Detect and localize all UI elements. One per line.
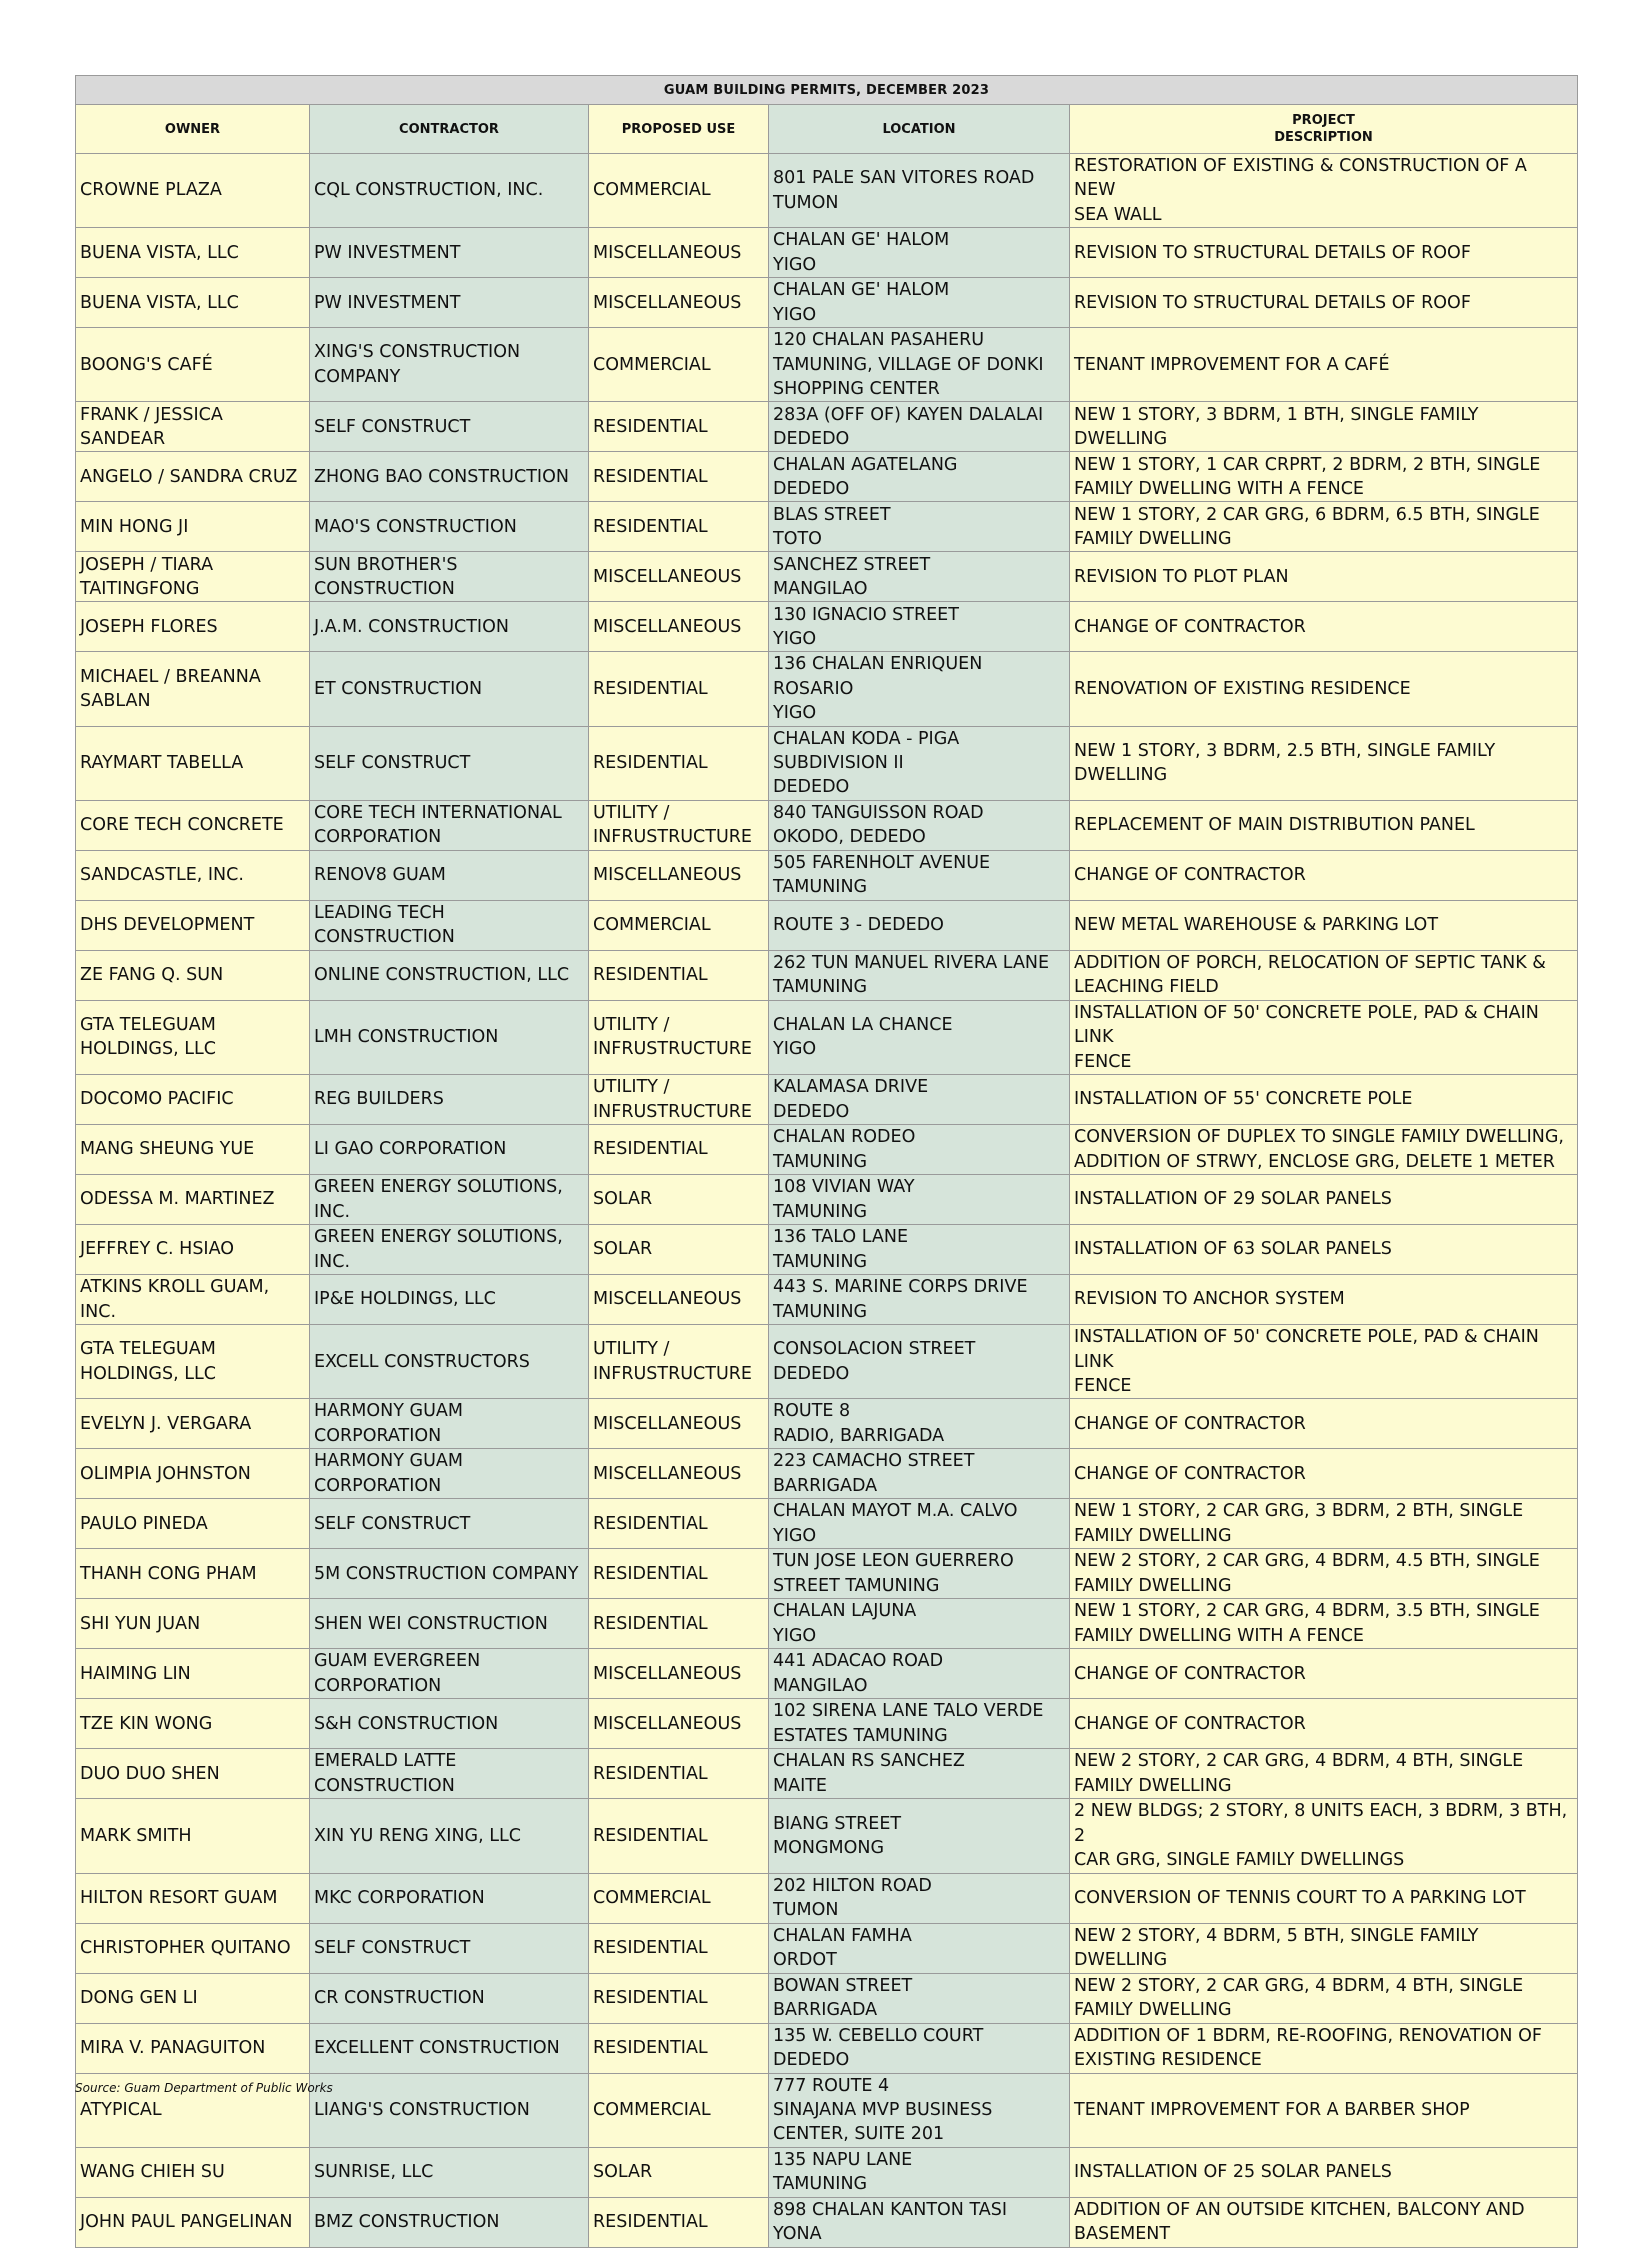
location-cell: SANCHEZ STREET MANGILAO <box>769 552 1070 602</box>
proposed-use-cell: MISCELLANEOUS <box>589 1399 769 1449</box>
description-cell: NEW 1 STORY, 2 CAR GRG, 4 BDRM, 3.5 BTH, SINGLE FAMILY DWELLING WITH A FENCE <box>1070 1599 1578 1649</box>
table-row <box>76 1325 1578 1399</box>
contractor-cell: EXCELLENT CONSTRUCTION <box>310 2023 589 2073</box>
header-location: LOCATION <box>769 105 1070 154</box>
contractor-cell: CORE TECH INTERNATIONAL CORPORATION <box>310 800 589 850</box>
proposed-use-cell: COMMERCIAL <box>589 1873 769 1923</box>
table-row <box>76 1125 1578 1175</box>
owner-cell: ZE FANG Q. SUN <box>76 950 310 1000</box>
owner-cell: DHS DEVELOPMENT <box>76 900 310 950</box>
description-cell: TENANT IMPROVEMENT FOR A CAFÉ <box>1070 328 1578 402</box>
contractor-cell: LMH CONSTRUCTION <box>310 1000 589 1074</box>
contractor-cell: MAO'S CONSTRUCTION <box>310 502 589 552</box>
location-cell: CHALAN FAMHA ORDOT <box>769 1923 1070 1973</box>
owner-cell: CHRISTOPHER QUITANO <box>76 1923 310 1973</box>
proposed-use-cell: RESIDENTIAL <box>589 1549 769 1599</box>
proposed-use-cell: UTILITY / INFRUSTRUCTURE <box>589 800 769 850</box>
description-cell: REVISION TO ANCHOR SYSTEM <box>1070 1275 1578 1325</box>
table-row <box>76 1749 1578 1799</box>
location-cell: KALAMASA DRIVE DEDEDO <box>769 1075 1070 1125</box>
location-cell: CHALAN RS SANCHEZ MAITE <box>769 1749 1070 1799</box>
table-row <box>76 228 1578 278</box>
owner-cell: MIN HONG JI <box>76 502 310 552</box>
location-cell: BLAS STREET TOTO <box>769 502 1070 552</box>
contractor-cell: CR CONSTRUCTION <box>310 1973 589 2023</box>
proposed-use-cell: RESIDENTIAL <box>589 1799 769 1873</box>
table-title: GUAM BUILDING PERMITS, DECEMBER 2023 <box>76 76 1578 105</box>
contractor-cell: SHEN WEI CONSTRUCTION <box>310 1599 589 1649</box>
proposed-use-cell: SOLAR <box>589 1225 769 1275</box>
contractor-cell: RENOV8 GUAM <box>310 850 589 900</box>
owner-cell: PAULO PINEDA <box>76 1499 310 1549</box>
contractor-cell: EMERALD LATTE CONSTRUCTION <box>310 1749 589 1799</box>
contractor-cell: LIANG'S CONSTRUCTION <box>310 2073 589 2147</box>
owner-cell: JOHN PAUL PANGELINAN <box>76 2197 310 2247</box>
proposed-use-cell: MISCELLANEOUS <box>589 602 769 652</box>
contractor-cell: ONLINE CONSTRUCTION, LLC <box>310 950 589 1000</box>
proposed-use-cell: MISCELLANEOUS <box>589 228 769 278</box>
table-row <box>76 1175 1578 1225</box>
location-cell: CHALAN KODA - PIGA SUBDIVISION II DEDEDO <box>769 726 1070 800</box>
proposed-use-cell: RESIDENTIAL <box>589 1749 769 1799</box>
table-row <box>76 2197 1578 2247</box>
location-cell: ROUTE 3 - DEDEDO <box>769 900 1070 950</box>
owner-cell: JEFFREY C. HSIAO <box>76 1225 310 1275</box>
description-cell: 2 NEW BLDGS; 2 STORY, 8 UNITS EACH, 3 BDRM, 3 BTH, 2 CAR GRG, SINGLE FAMILY DWELLINGS <box>1070 1799 1578 1873</box>
table-row <box>76 1275 1578 1325</box>
contractor-cell: SELF CONSTRUCT <box>310 1499 589 1549</box>
table-row <box>76 1225 1578 1275</box>
proposed-use-cell: COMMERCIAL <box>589 900 769 950</box>
location-cell: 223 CAMACHO STREET BARRIGADA <box>769 1449 1070 1499</box>
table-row <box>76 2023 1578 2073</box>
header-project-description: PROJECT DESCRIPTION <box>1070 105 1578 154</box>
proposed-use-cell: RESIDENTIAL <box>589 2023 769 2073</box>
location-cell: 102 SIRENA LANE TALO VERDE ESTATES TAMUNING <box>769 1699 1070 1749</box>
location-cell: BOWAN STREET BARRIGADA <box>769 1973 1070 2023</box>
owner-cell: HAIMING LIN <box>76 1649 310 1699</box>
proposed-use-cell: RESIDENTIAL <box>589 1599 769 1649</box>
description-cell: CHANGE OF CONTRACTOR <box>1070 1699 1578 1749</box>
description-cell: INSTALLATION OF 50' CONCRETE POLE, PAD & CHAIN LINK FENCE <box>1070 1000 1578 1074</box>
owner-cell: MIRA V. PANAGUITON <box>76 2023 310 2073</box>
owner-cell: HILTON RESORT GUAM <box>76 1873 310 1923</box>
description-cell: CHANGE OF CONTRACTOR <box>1070 1449 1578 1499</box>
contractor-cell: REG BUILDERS <box>310 1075 589 1125</box>
proposed-use-cell: RESIDENTIAL <box>589 2197 769 2247</box>
proposed-use-cell: RESIDENTIAL <box>589 950 769 1000</box>
description-cell: NEW 2 STORY, 2 CAR GRG, 4 BDRM, 4 BTH, SINGLE FAMILY DWELLING <box>1070 1749 1578 1799</box>
table-row <box>76 1399 1578 1449</box>
permits-sheet <box>75 75 1577 2248</box>
proposed-use-cell: UTILITY / INFRUSTRUCTURE <box>589 1075 769 1125</box>
location-cell: 898 CHALAN KANTON TASI YONA <box>769 2197 1070 2247</box>
owner-cell: ODESSA M. MARTINEZ <box>76 1175 310 1225</box>
contractor-cell: XING'S CONSTRUCTION COMPANY <box>310 328 589 402</box>
description-cell: NEW 2 STORY, 4 BDRM, 5 BTH, SINGLE FAMILY DWELLING <box>1070 1923 1578 1973</box>
description-cell: NEW 2 STORY, 2 CAR GRG, 4 BDRM, 4 BTH, SINGLE FAMILY DWELLING <box>1070 1973 1578 2023</box>
owner-cell: MICHAEL / BREANNA SABLAN <box>76 652 310 726</box>
owner-cell: DONG GEN LI <box>76 1973 310 2023</box>
table-row <box>76 950 1578 1000</box>
owner-cell: CROWNE PLAZA <box>76 154 310 228</box>
table-row <box>76 1075 1578 1125</box>
location-cell: CHALAN LA CHANCE YIGO <box>769 1000 1070 1074</box>
location-cell: 262 TUN MANUEL RIVERA LANE TAMUNING <box>769 950 1070 1000</box>
location-cell: 135 NAPU LANE TAMUNING <box>769 2147 1070 2197</box>
table-row <box>76 652 1578 726</box>
location-cell: CHALAN MAYOT M.A. CALVO YIGO <box>769 1499 1070 1549</box>
proposed-use-cell: RESIDENTIAL <box>589 452 769 502</box>
table-row <box>76 1699 1578 1749</box>
contractor-cell: IP&E HOLDINGS, LLC <box>310 1275 589 1325</box>
owner-cell: GTA TELEGUAM HOLDINGS, LLC <box>76 1000 310 1074</box>
location-cell: CHALAN AGATELANG DEDEDO <box>769 452 1070 502</box>
location-cell: 108 VIVIAN WAY TAMUNING <box>769 1175 1070 1225</box>
location-cell: CHALAN GE' HALOM YIGO <box>769 278 1070 328</box>
proposed-use-cell: MISCELLANEOUS <box>589 1275 769 1325</box>
owner-cell: ATKINS KROLL GUAM, INC. <box>76 1275 310 1325</box>
owner-cell: SHI YUN JUAN <box>76 1599 310 1649</box>
description-cell: CHANGE OF CONTRACTOR <box>1070 1399 1578 1449</box>
location-cell: 443 S. MARINE CORPS DRIVE TAMUNING <box>769 1275 1070 1325</box>
permits-table <box>75 75 1578 2248</box>
proposed-use-cell: MISCELLANEOUS <box>589 1449 769 1499</box>
header-owner: OWNER <box>76 105 310 154</box>
description-cell: NEW METAL WAREHOUSE & PARKING LOT <box>1070 900 1578 950</box>
table-row <box>76 1973 1578 2023</box>
table-row <box>76 2147 1578 2197</box>
table-row <box>76 900 1578 950</box>
description-cell: CONVERSION OF TENNIS COURT TO A PARKING LOT <box>1070 1873 1578 1923</box>
owner-cell: RAYMART TABELLA <box>76 726 310 800</box>
location-cell: 777 ROUTE 4 SINAJANA MVP BUSINESS CENTER, SUITE 201 <box>769 2073 1070 2147</box>
contractor-cell: SUN BROTHER'S CONSTRUCTION <box>310 552 589 602</box>
location-cell: BIANG STREET MONGMONG <box>769 1799 1070 1873</box>
table-row <box>76 402 1578 452</box>
contractor-cell: LEADING TECH CONSTRUCTION <box>310 900 589 950</box>
owner-cell: BUENA VISTA, LLC <box>76 278 310 328</box>
location-cell: 840 TANGUISSON ROAD OKODO, DEDEDO <box>769 800 1070 850</box>
description-cell: CHANGE OF CONTRACTOR <box>1070 602 1578 652</box>
contractor-cell: J.A.M. CONSTRUCTION <box>310 602 589 652</box>
location-cell: CHALAN GE' HALOM YIGO <box>769 228 1070 278</box>
owner-cell: JOSEPH FLORES <box>76 602 310 652</box>
proposed-use-cell: RESIDENTIAL <box>589 1499 769 1549</box>
description-cell: NEW 1 STORY, 2 CAR GRG, 3 BDRM, 2 BTH, SINGLE FAMILY DWELLING <box>1070 1499 1578 1549</box>
location-cell: CONSOLACION STREET DEDEDO <box>769 1325 1070 1399</box>
contractor-cell: LI GAO CORPORATION <box>310 1125 589 1175</box>
proposed-use-cell: MISCELLANEOUS <box>589 1649 769 1699</box>
owner-cell: MANG SHEUNG YUE <box>76 1125 310 1175</box>
proposed-use-cell: RESIDENTIAL <box>589 726 769 800</box>
header-proposed-use: PROPOSED USE <box>589 105 769 154</box>
description-cell: REVISION TO STRUCTURAL DETAILS OF ROOF <box>1070 278 1578 328</box>
contractor-cell: PW INVESTMENT <box>310 228 589 278</box>
contractor-cell: GUAM EVERGREEN CORPORATION <box>310 1649 589 1699</box>
contractor-cell: PW INVESTMENT <box>310 278 589 328</box>
owner-cell: SANDCASTLE, INC. <box>76 850 310 900</box>
proposed-use-cell: COMMERCIAL <box>589 328 769 402</box>
proposed-use-cell: RESIDENTIAL <box>589 502 769 552</box>
proposed-use-cell: RESIDENTIAL <box>589 1973 769 2023</box>
location-cell: CHALAN RODEO TAMUNING <box>769 1125 1070 1175</box>
contractor-cell: SELF CONSTRUCT <box>310 1923 589 1973</box>
table-row <box>76 1549 1578 1599</box>
location-cell: CHALAN LAJUNA YIGO <box>769 1599 1070 1649</box>
contractor-cell: ZHONG BAO CONSTRUCTION <box>310 452 589 502</box>
contractor-cell: GREEN ENERGY SOLUTIONS, INC. <box>310 1175 589 1225</box>
description-cell: CONVERSION OF DUPLEX TO SINGLE FAMILY DWELLING, ADDITION OF STRWY, ENCLOSE GRG, DELETE 1 METER <box>1070 1125 1578 1175</box>
contractor-cell: XIN YU RENG XING, LLC <box>310 1799 589 1873</box>
contractor-cell: GREEN ENERGY SOLUTIONS, INC. <box>310 1225 589 1275</box>
contractor-cell: CQL CONSTRUCTION, INC. <box>310 154 589 228</box>
contractor-cell: ET CONSTRUCTION <box>310 652 589 726</box>
description-cell: ADDITION OF 1 BDRM, RE-ROOFING, RENOVATION OF EXISTING RESIDENCE <box>1070 2023 1578 2073</box>
header-contractor: CONTRACTOR <box>310 105 589 154</box>
source-note: Source: Guam Department of Public Works <box>75 2081 333 2095</box>
owner-cell: ATYPICAL <box>76 2073 310 2147</box>
description-cell: CHANGE OF CONTRACTOR <box>1070 850 1578 900</box>
description-cell: INSTALLATION OF 50' CONCRETE POLE, PAD & CHAIN LINK FENCE <box>1070 1325 1578 1399</box>
description-cell: NEW 1 STORY, 3 BDRM, 2.5 BTH, SINGLE FAMILY DWELLING <box>1070 726 1578 800</box>
proposed-use-cell: MISCELLANEOUS <box>589 552 769 602</box>
table-row <box>76 726 1578 800</box>
location-cell: 505 FARENHOLT AVENUE TAMUNING <box>769 850 1070 900</box>
description-cell: INSTALLATION OF 55' CONCRETE POLE <box>1070 1075 1578 1125</box>
proposed-use-cell: RESIDENTIAL <box>589 652 769 726</box>
table-row <box>76 154 1578 228</box>
location-cell: 801 PALE SAN VITORES ROAD TUMON <box>769 154 1070 228</box>
description-cell: TENANT IMPROVEMENT FOR A BARBER SHOP <box>1070 2073 1578 2147</box>
description-cell: NEW 1 STORY, 2 CAR GRG, 6 BDRM, 6.5 BTH, SINGLE FAMILY DWELLING <box>1070 502 1578 552</box>
table-row <box>76 1649 1578 1699</box>
header-row <box>76 105 1578 154</box>
proposed-use-cell: UTILITY / INFRUSTRUCTURE <box>589 1000 769 1074</box>
owner-cell: JOSEPH / TIARA TAITINGFONG <box>76 552 310 602</box>
location-cell: 130 IGNACIO STREET YIGO <box>769 602 1070 652</box>
table-row <box>76 1449 1578 1499</box>
location-cell: 136 CHALAN ENRIQUEN ROSARIO YIGO <box>769 652 1070 726</box>
contractor-cell: EXCELL CONSTRUCTORS <box>310 1325 589 1399</box>
proposed-use-cell: COMMERCIAL <box>589 2073 769 2147</box>
proposed-use-cell: MISCELLANEOUS <box>589 1699 769 1749</box>
owner-cell: MARK SMITH <box>76 1799 310 1873</box>
contractor-cell: SELF CONSTRUCT <box>310 402 589 452</box>
location-cell: 202 HILTON ROAD TUMON <box>769 1873 1070 1923</box>
table-row <box>76 1923 1578 1973</box>
description-cell: INSTALLATION OF 29 SOLAR PANELS <box>1070 1175 1578 1225</box>
table-row <box>76 1799 1578 1873</box>
proposed-use-cell: COMMERCIAL <box>589 154 769 228</box>
location-cell: ROUTE 8 RADIO, BARRIGADA <box>769 1399 1070 1449</box>
table-row <box>76 278 1578 328</box>
owner-cell: THANH CONG PHAM <box>76 1549 310 1599</box>
description-cell: CHANGE OF CONTRACTOR <box>1070 1649 1578 1699</box>
description-cell: NEW 2 STORY, 2 CAR GRG, 4 BDRM, 4.5 BTH, SINGLE FAMILY DWELLING <box>1070 1549 1578 1599</box>
contractor-cell: MKC CORPORATION <box>310 1873 589 1923</box>
location-cell: 120 CHALAN PASAHERU TAMUNING, VILLAGE OF DONKI SHOPPING CENTER <box>769 328 1070 402</box>
owner-cell: EVELYN J. VERGARA <box>76 1399 310 1449</box>
description-cell: ADDITION OF AN OUTSIDE KITCHEN, BALCONY AND BASEMENT <box>1070 2197 1578 2247</box>
owner-cell: ANGELO / SANDRA CRUZ <box>76 452 310 502</box>
owner-cell: WANG CHIEH SU <box>76 2147 310 2197</box>
proposed-use-cell: UTILITY / INFRUSTRUCTURE <box>589 1325 769 1399</box>
table-row <box>76 452 1578 502</box>
location-cell: TUN JOSE LEON GUERRERO STREET TAMUNING <box>769 1549 1070 1599</box>
description-cell: REVISION TO PLOT PLAN <box>1070 552 1578 602</box>
contractor-cell: HARMONY GUAM CORPORATION <box>310 1449 589 1499</box>
table-row <box>76 800 1578 850</box>
proposed-use-cell: RESIDENTIAL <box>589 402 769 452</box>
owner-cell: GTA TELEGUAM HOLDINGS, LLC <box>76 1325 310 1399</box>
location-cell: 441 ADACAO ROAD MANGILAO <box>769 1649 1070 1699</box>
table-row <box>76 552 1578 602</box>
description-cell: RENOVATION OF EXISTING RESIDENCE <box>1070 652 1578 726</box>
proposed-use-cell: MISCELLANEOUS <box>589 278 769 328</box>
proposed-use-cell: SOLAR <box>589 1175 769 1225</box>
contractor-cell: BMZ CONSTRUCTION <box>310 2197 589 2247</box>
proposed-use-cell: RESIDENTIAL <box>589 1923 769 1973</box>
location-cell: 135 W. CEBELLO COURT DEDEDO <box>769 2023 1070 2073</box>
table-row <box>76 602 1578 652</box>
proposed-use-cell: MISCELLANEOUS <box>589 850 769 900</box>
table-row <box>76 1599 1578 1649</box>
proposed-use-cell: SOLAR <box>589 2147 769 2197</box>
contractor-cell: SUNRISE, LLC <box>310 2147 589 2197</box>
owner-cell: BUENA VISTA, LLC <box>76 228 310 278</box>
location-cell: 283A (OFF OF) KAYEN DALALAI DEDEDO <box>769 402 1070 452</box>
owner-cell: BOONG'S CAFÉ <box>76 328 310 402</box>
owner-cell: FRANK / JESSICA SANDEAR <box>76 402 310 452</box>
table-row <box>76 1873 1578 1923</box>
table-row <box>76 1499 1578 1549</box>
description-cell: RESTORATION OF EXISTING & CONSTRUCTION OF A NEW SEA WALL <box>1070 154 1578 228</box>
owner-cell: DOCOMO PACIFIC <box>76 1075 310 1125</box>
description-cell: REVISION TO STRUCTURAL DETAILS OF ROOF <box>1070 228 1578 278</box>
description-cell: NEW 1 STORY, 1 CAR CRPRT, 2 BDRM, 2 BTH, SINGLE FAMILY DWELLING WITH A FENCE <box>1070 452 1578 502</box>
description-cell: NEW 1 STORY, 3 BDRM, 1 BTH, SINGLE FAMILY DWELLING <box>1070 402 1578 452</box>
owner-cell: DUO DUO SHEN <box>76 1749 310 1799</box>
contractor-cell: SELF CONSTRUCT <box>310 726 589 800</box>
owner-cell: OLIMPIA JOHNSTON <box>76 1449 310 1499</box>
description-cell: REPLACEMENT OF MAIN DISTRIBUTION PANEL <box>1070 800 1578 850</box>
table-row <box>76 328 1578 402</box>
table-row <box>76 850 1578 900</box>
table-body <box>76 154 1578 2248</box>
contractor-cell: HARMONY GUAM CORPORATION <box>310 1399 589 1449</box>
description-cell: ADDITION OF PORCH, RELOCATION OF SEPTIC TANK & LEACHING FIELD <box>1070 950 1578 1000</box>
location-cell: 136 TALO LANE TAMUNING <box>769 1225 1070 1275</box>
table-row <box>76 502 1578 552</box>
description-cell: INSTALLATION OF 63 SOLAR PANELS <box>1070 1225 1578 1275</box>
description-cell: INSTALLATION OF 25 SOLAR PANELS <box>1070 2147 1578 2197</box>
contractor-cell: S&H CONSTRUCTION <box>310 1699 589 1749</box>
proposed-use-cell: RESIDENTIAL <box>589 1125 769 1175</box>
owner-cell: TZE KIN WONG <box>76 1699 310 1749</box>
table-row <box>76 1000 1578 1074</box>
contractor-cell: 5M CONSTRUCTION COMPANY <box>310 1549 589 1599</box>
owner-cell: CORE TECH CONCRETE <box>76 800 310 850</box>
